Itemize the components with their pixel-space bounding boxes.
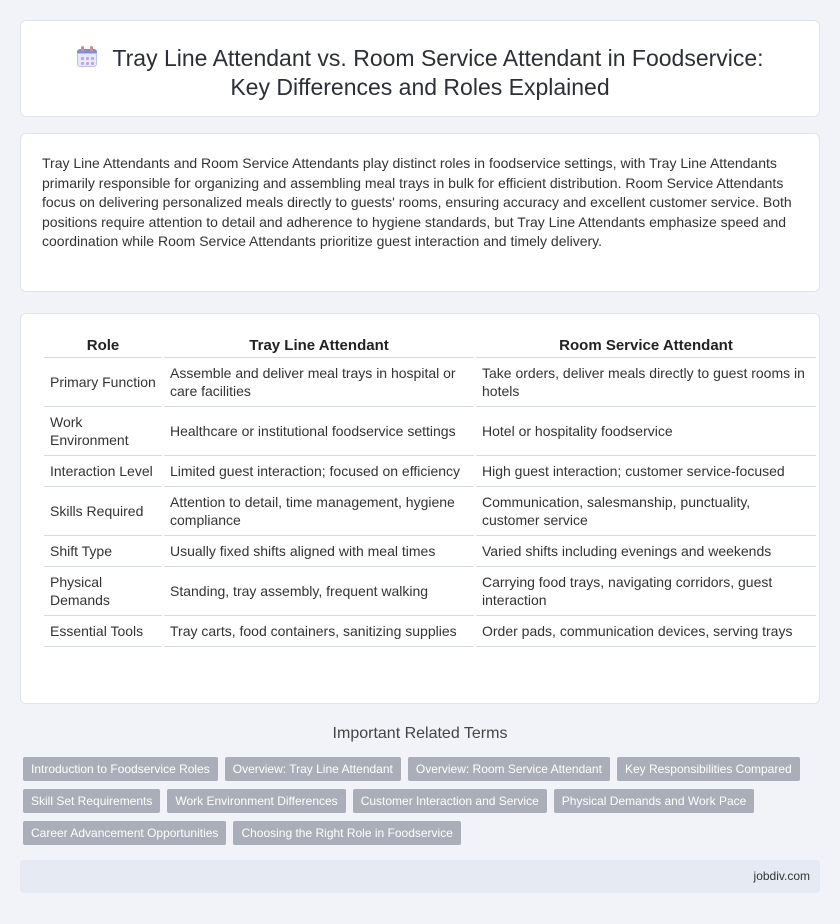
room-service-cell: Varied shifts including evenings and weekends	[476, 536, 816, 567]
tray-line-cell: Healthcare or institutional foodservice settings	[164, 407, 474, 456]
table-row	[44, 456, 816, 487]
row-label: Physical Demands	[44, 567, 162, 616]
comparison-table	[42, 334, 818, 647]
footer	[20, 860, 820, 893]
row-label: Skills Required	[44, 487, 162, 536]
tray-line-cell: Attention to detail, time management, hygiene compliance	[164, 487, 474, 536]
column-header-tray-line: Tray Line Attendant	[164, 334, 474, 358]
related-term-tag[interactable]: Overview: Room Service Attendant	[408, 757, 610, 781]
row-label: Interaction Level	[44, 456, 162, 487]
related-term-tag[interactable]: Physical Demands and Work Pace	[554, 789, 755, 813]
room-service-cell: Take orders, deliver meals directly to guest rooms in hotels	[476, 358, 816, 407]
room-service-cell: High guest interaction; customer service-focused	[476, 456, 816, 487]
page-title: Tray Line Attendant vs. Room Service Attendant in Foodservice: Key Differences and Roles Explained	[112, 45, 764, 100]
row-label: Shift Type	[44, 536, 162, 567]
row-label: Primary Function	[44, 358, 162, 407]
related-terms-heading: Important Related Terms	[332, 725, 508, 742]
room-service-cell: Carrying food trays, navigating corridors, guest interaction	[476, 567, 816, 616]
related-term-tag[interactable]: Career Advancement Opportunities	[23, 821, 226, 845]
row-label: Essential Tools	[44, 616, 162, 647]
related-term-tag[interactable]: Work Environment Differences	[167, 789, 345, 813]
tray-line-cell: Usually fixed shifts aligned with meal times	[164, 536, 474, 567]
related-term-tag[interactable]: Choosing the Right Role in Foodservice	[233, 821, 460, 845]
table-row	[44, 358, 816, 407]
tray-line-cell: Limited guest interaction; focused on efficiency	[164, 456, 474, 487]
title-card	[20, 20, 820, 117]
table-row	[44, 616, 816, 647]
table-row	[44, 487, 816, 536]
related-term-tag[interactable]: Overview: Tray Line Attendant	[225, 757, 401, 781]
column-header-room-service: Room Service Attendant	[476, 334, 816, 358]
footer-site-name[interactable]: jobdiv.com	[753, 869, 810, 883]
related-term-tag[interactable]: Key Responsibilities Compared	[617, 757, 800, 781]
intro-paragraph: Tray Line Attendants and Room Service Attendants play distinct roles in foodservice settings, with Tray Line Attendants primarily responsible for organizing and assembling meal trays in bulk for efficient distribution. Room Service Attendants focus on delivering personalized meals directly to guests' rooms, ensuring accuracy and excellent customer service. Both positions require attention to detail and adherence to hygiene standards, but Tray Line Attendants emphasize speed and coordination while Room Service Attendants prioritize guest interaction and timely delivery.	[42, 155, 792, 250]
related-term-tag[interactable]: Introduction to Foodservice Roles	[23, 757, 218, 781]
page-header	[61, 44, 779, 102]
room-service-cell: Order pads, communication devices, serving trays	[476, 616, 816, 647]
intro-card	[20, 133, 820, 292]
room-service-cell: Communication, salesmanship, punctuality, customer service	[476, 487, 816, 536]
comparison-table-card	[20, 313, 820, 704]
room-service-cell: Hotel or hospitality foodservice	[476, 407, 816, 456]
table-header-row	[44, 334, 816, 358]
table-row	[44, 536, 816, 567]
tray-line-cell: Standing, tray assembly, frequent walking	[164, 567, 474, 616]
related-terms-list	[23, 757, 803, 845]
row-label: Work Environment	[44, 407, 162, 456]
table-row	[44, 567, 816, 616]
calendar-icon	[76, 46, 98, 68]
table-row	[44, 407, 816, 456]
tray-line-cell: Tray carts, food containers, sanitizing supplies	[164, 616, 474, 647]
related-term-tag[interactable]: Skill Set Requirements	[23, 789, 160, 813]
related-term-tag[interactable]: Customer Interaction and Service	[353, 789, 547, 813]
tray-line-cell: Assemble and deliver meal trays in hospital or care facilities	[164, 358, 474, 407]
column-header-role: Role	[44, 334, 162, 358]
